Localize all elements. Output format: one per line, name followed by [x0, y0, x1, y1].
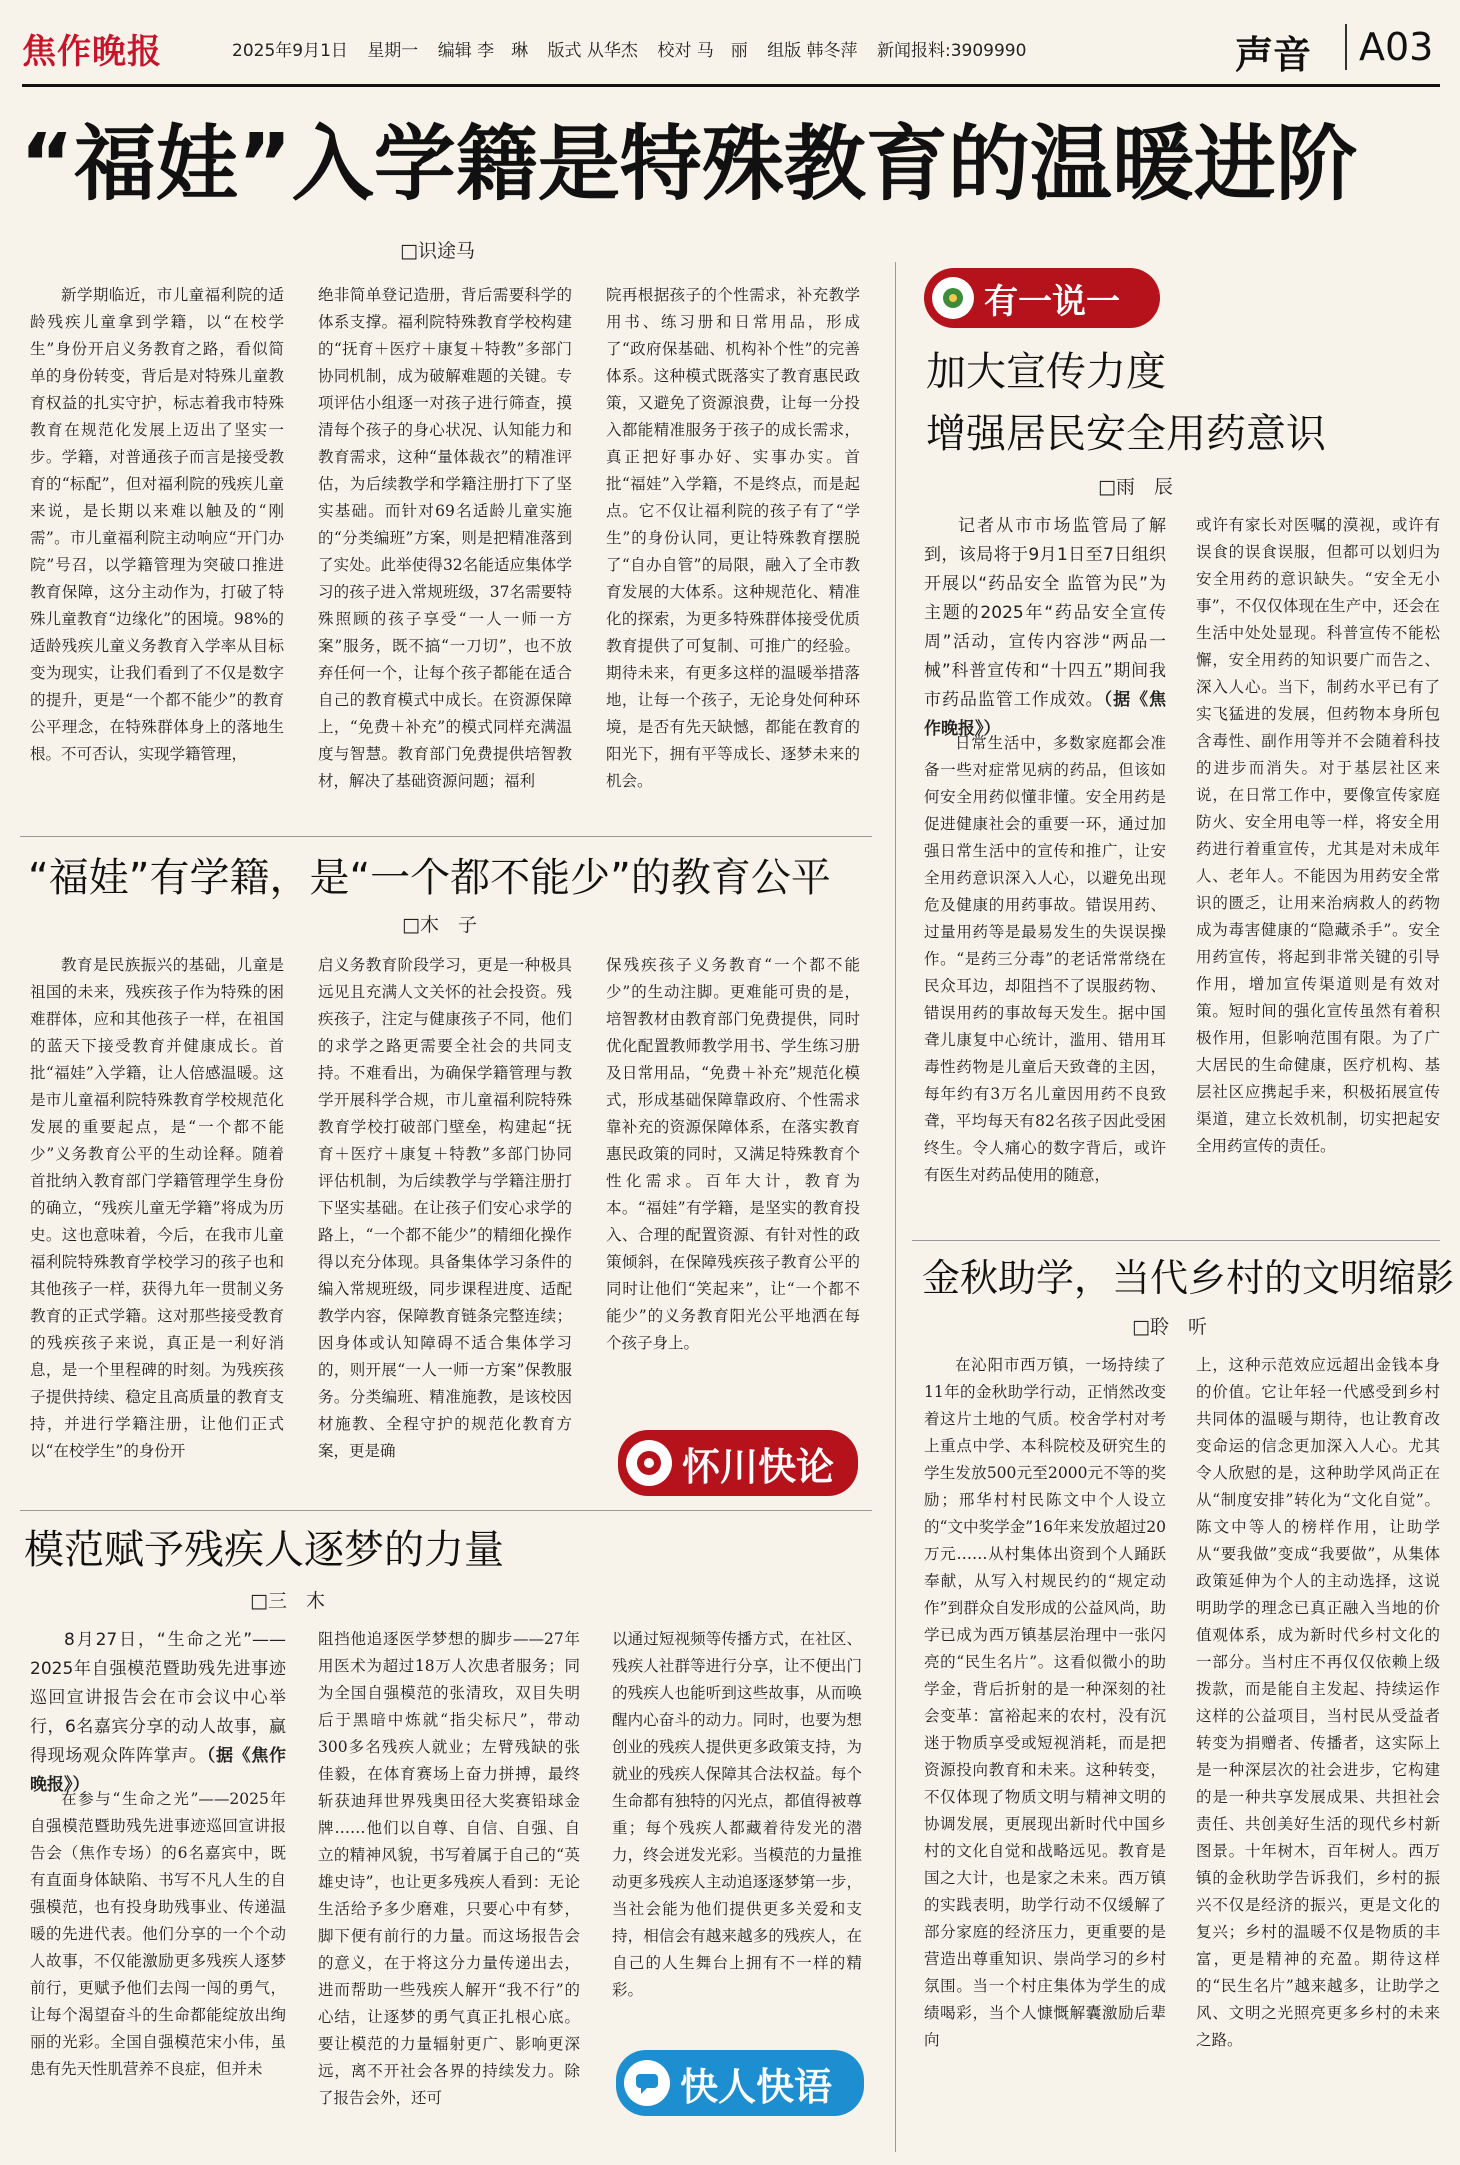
article3-lead-source: （据《焦作晚报》） — [30, 1746, 287, 1795]
newspaper-logo: 焦作晚报 — [22, 32, 162, 72]
article1-column-1: 新学期临近，市儿童福利院的适龄残疾儿童拿到学籍，以“在校学生”身份开启义务教育之路，看似简单的身份转变，背后是对特殊儿童教育权益的扎实守护，标志着我市特殊教育在规范化发展上迈出了坚实一步。学籍，对普通孩子而言是接受教育的“标配”，但对福利院的残疾儿童来说，是长期以来难以触及的“刚需”。市儿童福利院主动响应“开门办院”号召，以学籍管理为突破口推进教育保障，这分主动作为，打破了特殊儿童教育“边缘化”的困境。98%的适龄残疾儿童义务教育入学率从目标变为现实，让我们看到了不仅是数字的提升，更是“一个都不能少”的教育公平理念，在特殊群体身上的落地生根。不可否认，实现学籍管理， — [30, 286, 284, 763]
section-name: 声音 — [1235, 33, 1312, 77]
page-header — [0, 0, 1460, 92]
article5-byline: □聆 听 — [1132, 1316, 1207, 1338]
divider — [20, 836, 872, 837]
article2-column-1: 教育是民族振兴的基础，儿童是祖国的未来，残疾孩子作为特殊的困难群体，应和其他孩子一样，在祖国的蓝天下接受教育并健康成长。首批“福娃”入学籍，让人倍感温暖。这是市儿童福利院特殊教育学校规范化发展的重要起点，是“一个都不能少”义务教育公平的生动诠释。随着首批纳入教育部门学籍管理学生身份的确立，“残疾儿童无学籍”将成为历史。这也意味着，今后，在我市儿童福利院特殊教育学校学习的孩子也和其他孩子一样，获得九年一贯制义务教育的正式学籍。这对那些接受教育的残疾孩子来说，真正是一利好消息，是一个里程碑的时刻。为残疾孩子提供持续、稳定且高质量的教育支持，并进行学籍注册，让他们正式以“在校学生”的身份开 — [30, 956, 284, 1460]
article3-column-2: 阻挡他追逐医学梦想的脚步——27年用医术为超过18万人次患者服务；同为全国自强模范的张清玫，双目失明后于黑暗中炼就“指尖标尺”，带动300多名残疾人就业；左臂残缺的张佳毅，在体育赛场上奋力拼搏，最终斩获迪拜世界残奥田径大奖赛铅球金牌……他们以自尊、自信、自强、自立的精神风貌，书写着属于自己的“英雄史诗”，也让更多残疾人看到：无论生活给予多少磨难，只要心中有梦，脚下便有前行的力量。而这场报告会的意义，在于将这分力量传递出去，进而帮助一些残疾人解开“我不行”的心结，让逐梦的勇气真正扎根心底。要让模范的力量辐射更广、影响更深远，离不开社会各界的持续发力。除了报告会外，还可 — [318, 1630, 580, 2107]
article4-byline: □雨 辰 — [1098, 476, 1173, 498]
article2-column-2: 启义务教育阶段学习，更是一种极具远见且充满人文关怀的社会投资。残疾孩子，注定与健康孩子不同，他们的求学之路更需要全社会的共同支持。不难看出，为确保学籍管理与教学开展科学合规，市儿童福利院特殊教育学校打破部门壁垒，构建起“抚育＋医疗＋康复＋特教”多部门协同评估机制，为后续教学与学籍注册打下坚实基础。在让孩子们安心求学的路上，“一个都不能少”的精细化操作得以充分体现。具备集体学习条件的编入常规班级，同步课程进度、适配教学内容，保障教育链条完整连续；因身体或认知障碍不适合集体学习的，则开展“一人一师一方案”保教服务。分类编班、精准施教，是该校因材施教、全程守护的规范化教育方案，更是确 — [318, 956, 572, 1460]
article2-headline: “福娃”有学籍，是“一个都不能少”的教育公平 — [28, 855, 831, 901]
divider — [20, 1510, 872, 1511]
kuairen-label: 快人快语 — [680, 2064, 833, 2109]
issue-meta — [232, 36, 1040, 61]
article4-headline-line2: 增强居民安全用药意识 — [926, 411, 1326, 457]
article3-column-1: 在参与“生命之光”——2025年自强模范暨助残先进事迹巡回宣讲报告会（焦作专场）的6名嘉宾中，既有直面身体缺陷、书写不凡人生的自强模范，也有投身助残事业、传递温暖的先进代表。他们分享的一个个动人故事，不仅能激励更多残疾人逐梦前行，更赋予他们去闯一闯的勇气，让每个渴望奋斗的生命都能绽放出绚丽的光彩。全国自强模范宋小伟，虽患有先天性肌营养不良症，但并未 — [30, 1790, 286, 2078]
main-headline: “福娃”入学籍是特殊教育的温暖进阶 — [20, 117, 1358, 212]
flower-icon — [932, 277, 974, 319]
youyi-column-badge — [924, 268, 1160, 328]
article5-headline: 金秋助学，当代乡村的文明缩影 — [922, 1256, 1455, 1300]
article4-headline-line1: 加大宣传力度 — [926, 349, 1166, 395]
chat-icon — [624, 2060, 670, 2106]
issue-date: 2025年9月1日 — [232, 41, 348, 61]
article4-column-1: 日常生活中，多数家庭都会准备一些对症常见病的药品，但该如何安全用药似懂非懂。安全用药是促进健康社会的重要一环，通过加强日常生活中的宣传和推广，让安全用药意识深入人心，以避免出现危及健康的用药事故。错误用药、过量用药等是最易发生的失误误操作。“是药三分毒”的老话常常绕在民众耳边，却阻挡不了误服药物、错误用药的事故每天发生。据中国聋儿康复中心统计，滥用、错用耳毒性药物是儿童后天致聋的主因，每年约有3万名儿童因用药不良致聋，平均每天有82名孩子因此受困终生。令人痛心的数字背后，或许有医生对药品使用的随意， — [924, 734, 1166, 1184]
header-rule — [22, 84, 1440, 87]
speech-bubble-icon — [626, 1440, 672, 1486]
youyi-label: 有一说一 — [984, 281, 1120, 322]
kuairen-column-badge — [616, 2050, 864, 2116]
huaichuan-label: 怀川快论 — [682, 1444, 835, 1489]
divider — [912, 1240, 1440, 1241]
column-separator — [895, 262, 896, 2152]
article1-column-3: 院再根据孩子的个性需求，补充教学用书、练习册和日常用品，形成了“政府保基础、机构补个性”的完善体系。这种模式既落实了教育惠民政策，又避免了资源浪费，让每一分投入都能精准服务于孩子的成长需求，真正把好事办好、实事办实。首批“福娃”入学籍，不是终点，而是起点。它不仅让福利院的孩子有了“学生”的身份认同，更让特殊教育摆脱了“自办自管”的局限，融入了全市教育发展的大体系。这种规范化、精准化的探索，为更多特殊群体接受优质教育提供了可复制、可推广的经验。期待未来，有更多这样的温暖举措落地，让每一个孩子，无论身处何种环境，是否有先天缺憾，都能在教育的阳光下，拥有平等成长、逐梦未来的机会。 — [606, 286, 860, 790]
news-hotline: 新闻报料:3909990 — [876, 41, 1027, 61]
group-credit: 组版 韩冬萍 — [767, 41, 858, 61]
article5-column-2: 上，这种示范效应远超出金钱本身的价值。它让年轻一代感受到乡村共同体的温暖与期待，也让教育改变命运的信念更加深入人心。尤其令人欣慰的是，这种助学风尚正在从“制度安排”转化为“文化自觉”。陈文中等人的榜样作用，让助学从“要我做”变成“我要做”，从集体政策延伸为个人的主动选择，这说明助学的理念已真正融入当地的价值观体系，成为新时代乡村文化的一部分。当村庄不再仅仅依赖上级拨款，而是能自主发起、持续运作这样的公益项目，当村民从受益者转变为捐赠者、传播者，这实际上是一种深层次的社会进步，它构建的是一种共享发展成果、共担社会责任、共创美好生活的现代乡村新图景。十年树木，百年树人。西万镇的金秋助学告诉我们，乡村的振兴不仅是经济的振兴，更是文化的复兴；乡村的温暖不仅是物质的丰富，更是精神的充盈。期待这样的“民生名片”越来越多，让助学之风、文明之光照亮更多乡村的未来之路。 — [1196, 1356, 1440, 2049]
page-number: A03 — [1345, 24, 1433, 70]
proof-credit: 校对 马 丽 — [657, 41, 748, 61]
article1-column-2: 绝非简单登记造册，背后需要科学的体系支撑。福利院特殊教育学校构建的“抚育＋医疗＋康复＋特教”多部门协同机制，成为破解难题的关键。专项评估小组逐一对孩子进行筛查，摸清每个孩子的身心状况、认知能力和教育需求，这种“量体裁衣”的精准评估，为后续教学和学籍注册打下了坚实基础。而针对69名适龄儿童实施的“分类编班”方案，则是把精准落到了实处。此举使得32名能适应集体学习的孩子进入常规班级，37名需要特殊照顾的孩子享受“一人一师一方案”服务，既不搞“一刀切”，也不放弃任何一个，让每个孩子都能在适合自己的教育模式中成长。在资源保障上，“免费＋补充”的模式同样充满温度与智慧。教育部门免费提供培智教材，解决了基础资源问题；福利 — [318, 286, 572, 790]
issue-weekday: 星期一 — [367, 41, 419, 61]
huaichuan-column-badge — [618, 1430, 858, 1496]
article3-column-3: 以通过短视频等传播方式，在社区、残疾人社群等进行分享，让不便出门的残疾人也能听到这些故事，从而唤醒内心奋斗的动力。同时，也要为想创业的残疾人提供更多政策支持，为就业的残疾人保障其合法权益。每个生命都有独特的闪光点，都值得被尊重；每个残疾人都藏着待发光的潜力，终会迸发光彩。当模范的力量推动更多残疾人主动追逐逐梦第一步，当社会能为他们提供更多关爱和支持，相信会有越来越多的残疾人，在自己的人生舞台上拥有不一样的精彩。 — [612, 1630, 862, 1999]
article2-byline: □木 子 — [402, 914, 477, 936]
article4-column-2: 或许有家长对医嘱的漠视，或许有误食的误食误服，但都可以划归为安全用药的意识缺失。“安全无小事”，不仅仅体现在生产中，还会在生活中处处显现。科普宣传不能松懈，安全用药的知识要广而告之、深入人心。当下，制药水平已有了实飞猛进的发展，但药物本身所包含毒性、副作用等并不会随着科技的进步而消失。对于基层社区来说，在日常工作中，要像宣传家庭防火、安全用电等一样，将安全用药进行着重宣传，尤其是对未成年人、老年人。不能因为用药安全常识的匮乏，让用来治病救人的药物成为毒害健康的“隐藏杀手”。安全用药宣传，将起到非常关键的引导作用，增加宣传渠道则是有效对策。短时间的强化宣传虽然有着积极作用，但影响范围有限。为了广大居民的生命健康，医疗机构、基层社区应携起手来，积极拓展宣传渠道，建立长效机制，切实把起安全用药宣传的责任。 — [1196, 516, 1440, 1155]
article4-lead-source: （据《焦作晚报》） — [924, 690, 1167, 739]
article2-column-3: 保残疾孩子义务教育“一个都不能少”的生动注脚。更难能可贵的是，培智教材由教育部门免费提供，同时优化配置教师教学用书、学生练习册及日常用品，“免费＋补充”规范化模式，形成基础保障靠政府、个性需求靠补充的资源保障体系，在落实教育惠民政策的同时，又满足特殊教育个性化需求。百年大计，教育为本。“福娃”有学籍，是坚实的教育投入、合理的配置资源、有针对性的政策倾斜，在保障残疾孩子教育公平的同时让他们“笑起来”，让“一个都不能少”的义务教育阳光公平地洒在每个孩子身上。 — [606, 956, 860, 1352]
editor-credit: 编辑 李 琳 — [437, 41, 529, 61]
layout-credit: 版式 从华杰 — [547, 41, 638, 61]
article3-lead: 8月27日，“生命之光”——2025年自强模范暨助残先进事迹巡回宣讲报告会在市会议中心举行，6名嘉宾分享的动人故事，赢得现场观众阵阵掌声。（据《焦作晚报》） — [30, 1630, 287, 1795]
article5-column-1: 在沁阳市西万镇，一场持续了11年的金秋助学行动，正悄然改变着这片土地的气质。校舍学村对考上重点中学、本科院校及研究生的学生发放500元至2000元不等的奖励；邢华村村民陈文中个人设立的“文中奖学金”16年来发放超过20万元……从村集体出资到个人踊跃奉献，从写入村规民约的“规定动作”到群众自发形成的公益风尚，助学已成为西万镇基层治理中一张闪亮的“民生名片”。这看似微小的助学金，背后折射的是一种深刻的社会变革：富裕起来的农村，没有沉迷于物质享受或短视消耗，而是把资源投向教育和未来。这种转变，不仅体现了物质文明与精神文明的协调发展，更展现出新时代中国乡村的文化自觉和战略远见。教育是国之大计，也是家之未来。西万镇的实践表明，助学行动不仅缓解了部分家庭的经济压力，更重要的是营造出尊重知识、崇尚学习的乡村氛围。当一个村庄集体为学生的成绩喝彩，当个人慷慨解囊激励后辈向 — [924, 1356, 1166, 2049]
article4-lead: 记者从市市场监管局了解到，该局将于9月1日至7日组织开展以“药品安全 监管为民”为主题的2025年“药品安全宣传周”活动，宣传内容涉“两品一械”科普宣传和“十四五”期间我市药品监管工作成效。（据《焦作晚报》） — [924, 516, 1167, 739]
article3-byline: □三 木 — [250, 1590, 325, 1612]
article3-headline: 模范赋予残疾人逐梦的力量 — [24, 1527, 504, 1573]
article1-byline: □识途马 — [400, 240, 475, 262]
